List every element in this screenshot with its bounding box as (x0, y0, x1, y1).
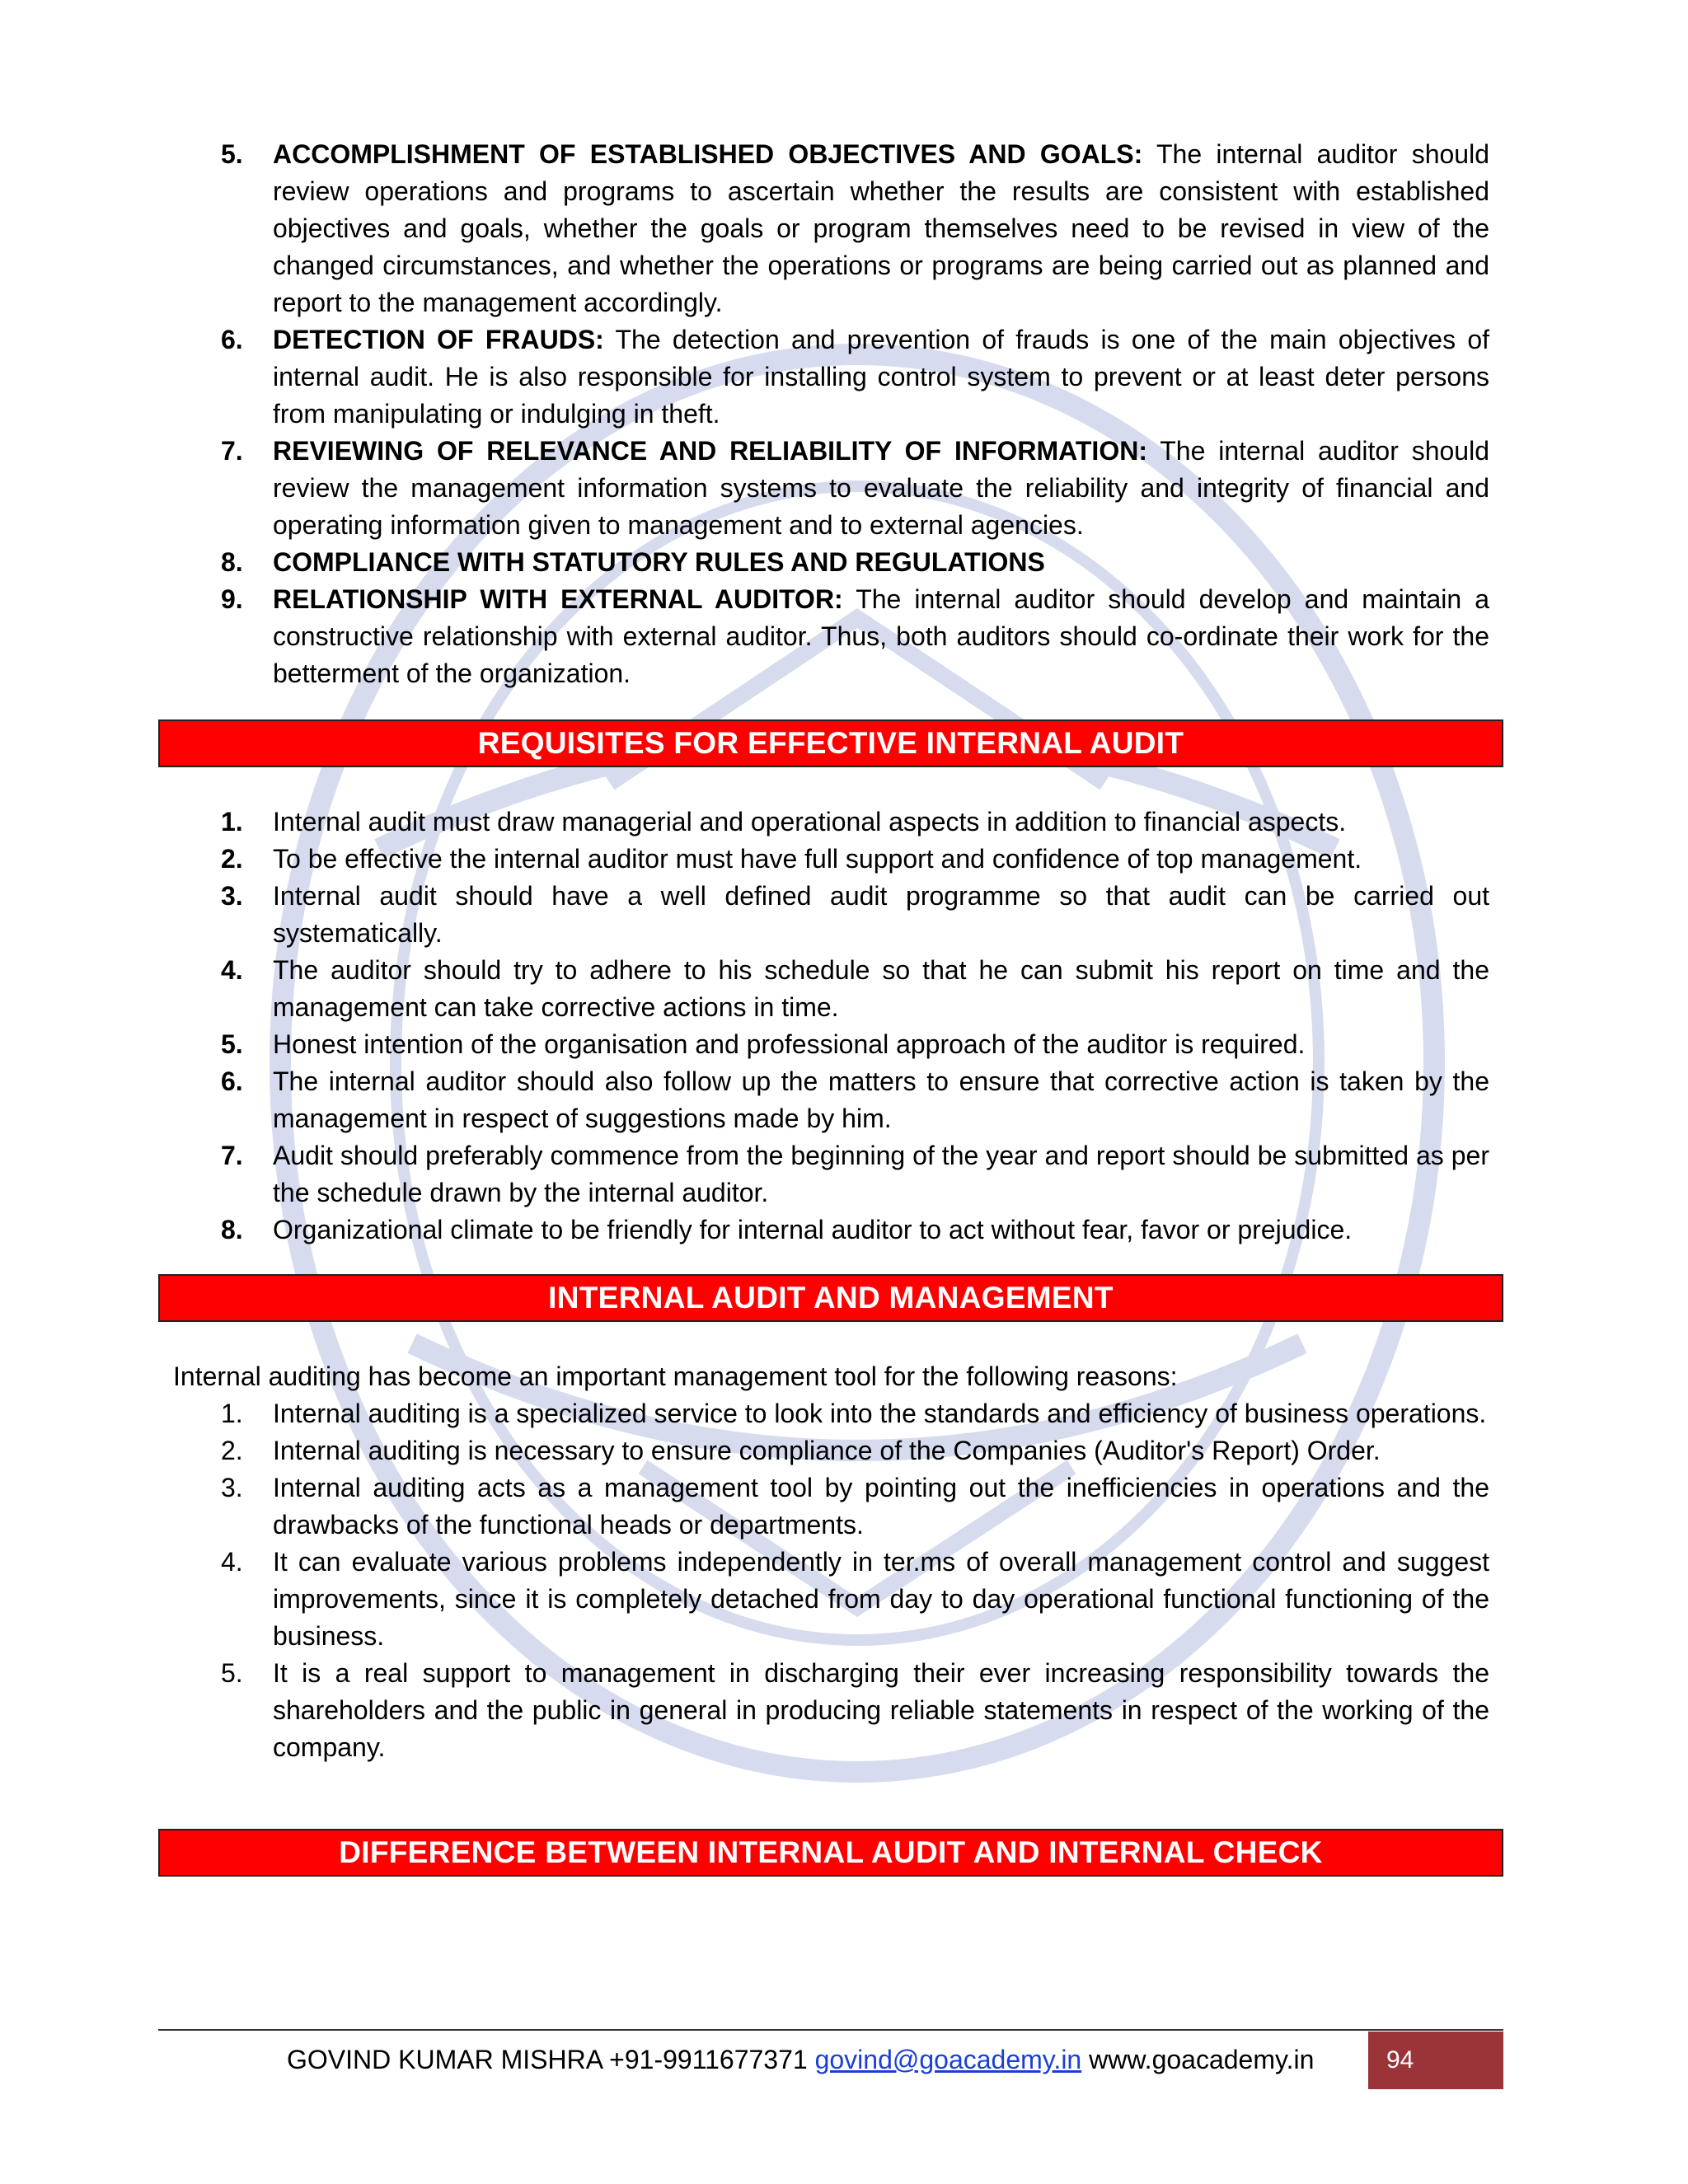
list-item (0, 841, 1688, 878)
list-item (0, 952, 1688, 1026)
list-item (0, 1469, 1688, 1544)
list-item (0, 1395, 1688, 1432)
section-title: REQUISITES FOR EFFECTIVE INTERNAL AUDIT (477, 726, 1184, 760)
item-text: The internal auditor should develop and maintain a constructive relationship with external auditor. Thus, both auditors should co-ordinate their work for the betterment of the organization. (273, 584, 1490, 688)
section-title: DIFFERENCE BETWEEN INTERNAL AUDIT AND INTERNAL CHECK (339, 1835, 1323, 1869)
footer-rule (158, 2029, 1503, 2031)
list-item (0, 136, 1688, 321)
item-text: The internal auditor should review the management information systems to evaluate the reliability and integrity of financial and operating information given to management and to external agencies. (273, 436, 1489, 540)
list-item (0, 544, 1688, 581)
item-heading: RELATIONSHIP WITH EXTERNAL AUDITOR: (273, 584, 843, 614)
item-number: 7. (221, 436, 243, 466)
item-number: 5. (221, 1029, 243, 1059)
section-banner-difference (158, 1829, 1503, 1877)
list-item (0, 1432, 1688, 1469)
item-number: 4. (221, 955, 243, 985)
list-item (0, 321, 1688, 433)
item-number: 8. (221, 1215, 243, 1244)
item-text: Internal auditing is a specialized service to look into the standards and efficiency of business operations. (273, 1399, 1487, 1428)
list-item (0, 1655, 1688, 1766)
item-heading: DETECTION OF FRAUDS: (273, 325, 604, 354)
page-number-box (1368, 2032, 1503, 2089)
footer-email-link[interactable]: govind@goacademy.in (814, 2045, 1082, 2074)
footer-website: www.goacademy.in (1081, 2045, 1315, 2074)
section-banner-requisites (158, 719, 1503, 767)
list-item (0, 1063, 1688, 1137)
item-text: The internal auditor should review operations and programs to ascertain whether the results are consistent with established objectives and goals, whether the goals or program themselves need to be revised in view of the changed circumstances, and whether the operations or programs are being carried out as planned and report to the management accordingly. (273, 139, 1490, 317)
item-number: 2. (221, 1436, 243, 1465)
item-heading: ACCOMPLISHMENT OF ESTABLISHED OBJECTIVES AND GOALS: (273, 139, 1143, 169)
item-text: It is a real support to management in discharging their ever increasing responsibility towards the shareholders and the public in general in producing reliable statements in respect of the working of the company. (273, 1658, 1489, 1762)
item-text: Internal auditing is necessary to ensure compliance of the Companies (Auditor's Report) Order. (273, 1436, 1381, 1465)
item-number: 6. (221, 1066, 243, 1096)
list-item (0, 878, 1688, 952)
footer-author: GOVIND KUMAR MISHRA +91-9911677371 (287, 2045, 815, 2074)
item-text: To be effective the internal auditor must have full support and confidence of top management. (273, 844, 1362, 874)
item-text: Internal audit must draw managerial and operational aspects in addition to financial aspects. (273, 807, 1347, 837)
item-number: 2. (221, 844, 243, 874)
list-item (0, 581, 1688, 692)
section-intro: Internal auditing has become an important management tool for the following reasons: (173, 1361, 1178, 1391)
item-number: 5. (221, 1658, 243, 1688)
objectives-list (0, 136, 1688, 692)
item-number: 3. (221, 881, 243, 911)
list-item (0, 1137, 1688, 1212)
item-number: 4. (221, 1547, 243, 1577)
list-item (0, 433, 1688, 544)
item-number: 5. (221, 139, 243, 169)
item-number: 3. (221, 1473, 243, 1502)
item-heading: REVIEWING OF RELEVANCE AND RELIABILITY OF INFORMATION: (273, 436, 1147, 466)
item-text: The internal auditor should also follow up the matters to ensure that corrective action is taken by the management in respect of suggestions made by him. (273, 1066, 1489, 1133)
list-item (0, 804, 1688, 841)
item-text: Internal auditing acts as a management tool by pointing out the inefficiencies in operations and the drawbacks of the functional heads or departments. (273, 1473, 1489, 1540)
item-text: Honest intention of the organisation and professional approach of the auditor is required. (273, 1029, 1306, 1059)
management-list (0, 1395, 1688, 1766)
page-number: 94 (1386, 2046, 1414, 2074)
list-item (0, 1212, 1688, 1249)
item-text: Organizational climate to be friendly for internal auditor to act without fear, favor or prejudice. (273, 1215, 1353, 1244)
item-text: The auditor should try to adhere to his schedule so that he can submit his report on time and the management can take corrective actions in time. (273, 955, 1489, 1022)
item-text: The detection and prevention of frauds is one of the main objectives of internal audit. He is also responsible for installing control system to prevent or at least deter persons from manipulating or indulging in theft. (273, 325, 1490, 429)
item-heading: COMPLIANCE WITH STATUTORY RULES AND REGULATIONS (273, 547, 1045, 577)
item-number: 6. (221, 325, 243, 354)
item-number: 1. (221, 807, 243, 837)
item-text: It can evaluate various problems independently in ter.ms of overall management control and suggest improvements, since it is completely detached from day to day operational functional functioning of the business. (273, 1547, 1489, 1651)
item-text: Audit should preferably commence from the beginning of the year and report should be submitted as per the schedule drawn by the internal auditor. (273, 1141, 1489, 1207)
item-number: 8. (221, 547, 243, 577)
item-number: 1. (221, 1399, 243, 1428)
section-title: INTERNAL AUDIT AND MANAGEMENT (548, 1281, 1114, 1315)
list-item (0, 1026, 1688, 1063)
footer (287, 2039, 1314, 2080)
item-text: Internal audit should have a well defined audit programme so that audit can be carried out systematically. (273, 881, 1489, 948)
list-item (0, 1544, 1688, 1655)
item-number: 7. (221, 1141, 243, 1170)
section-banner-management (158, 1274, 1503, 1322)
item-number: 9. (221, 584, 243, 614)
requisites-list (0, 804, 1688, 1249)
